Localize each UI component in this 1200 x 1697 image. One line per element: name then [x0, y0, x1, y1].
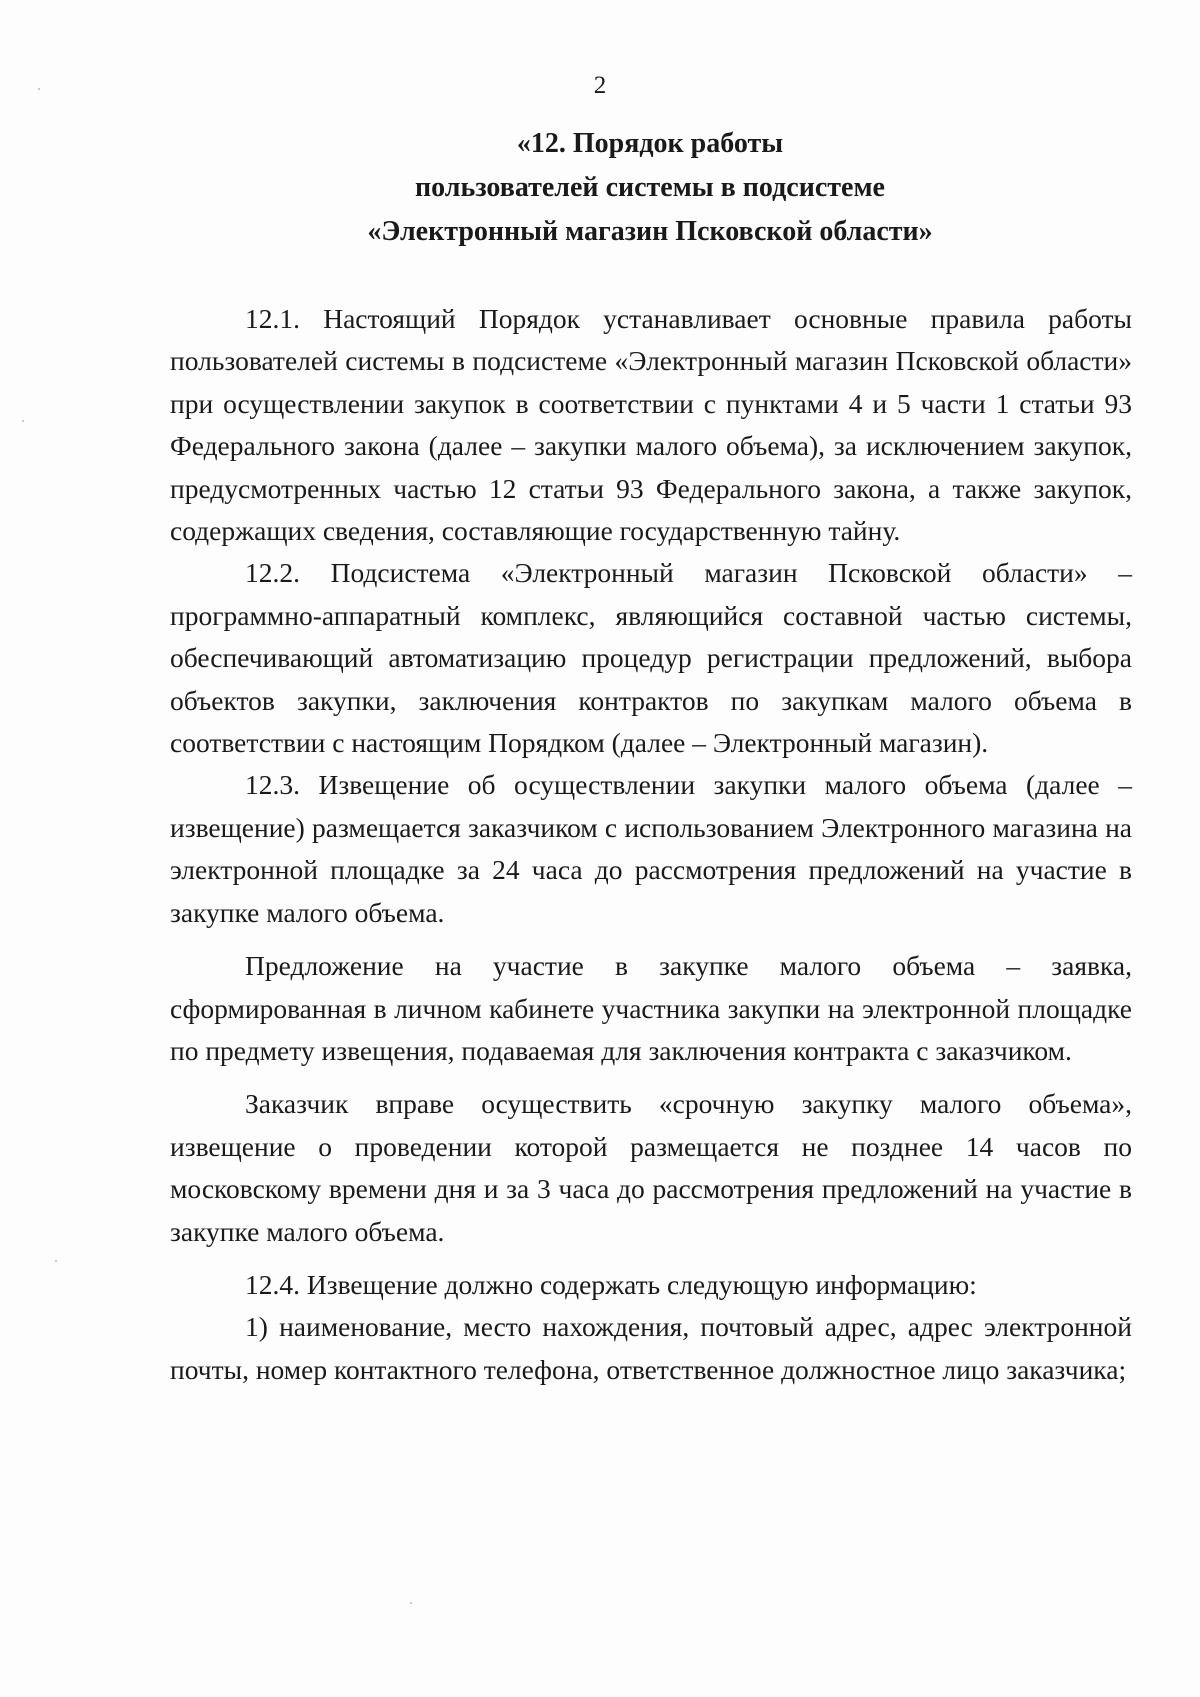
page-number: 2	[593, 72, 607, 99]
scan-speck	[55, 1260, 57, 1262]
heading-line: «12. Порядок работы	[516, 128, 784, 159]
paragraph-12-3: 12.3. Извещение об осуществлении закупки малого объема (далее – извещение) размещается заказчиком с использованием Электронного магазина на электронной площадке за 24 часа до рассмотрения предложений на участие в закупке малого объема.	[170, 769, 1132, 928]
paragraph-12-1: 12.1. Настоящий Порядок устанавливает основные правила работы пользователей системы в подсистеме «Электронный магазин Псковской области» при осуществлении закупок в соответствии с пунктами 4 и 5 части 1 статьи 93 Федерального закона (далее – закупки малого объема), за исключением закупок, предусмотренных частью 12 статьи 93 Федерального закона, а также закупок, содержащих сведения, составляющие государственную тайну.	[170, 303, 1132, 547]
paragraph-urgent-purchase: Заказчик вправе осуществить «срочную закупку малого объема», извещение о проведении которой размещается не позднее 14 часов по московскому времени дня и за 3 часа до рассмотрения предложений на участие в закупке малого объема.	[170, 1088, 1132, 1247]
paragraph-item-1: 1) наименование, место нахождения, почтовый адрес, адрес электронной почты, номер контактного телефона, ответственное должностное лицо заказчика;	[170, 1311, 1132, 1385]
scan-speck	[410, 1602, 412, 1604]
section-heading	[170, 122, 1130, 254]
body-text	[170, 298, 1132, 1391]
heading-line: «Электронный магазин Псковской области»	[367, 216, 933, 247]
paragraph-12-2: 12.2. Подсистема «Электронный магазин Псковской области» – программно-аппаратный комплекс, являющийся составной частью системы, обеспечивающий автоматизацию процедур регистрации предложений, выбора объектов закупки, заключения контрактов по закупкам малого объема в соответствии с настоящим Порядком (далее – Электронный магазин).	[170, 557, 1132, 759]
scan-speck	[38, 88, 40, 90]
paragraph-offer-definition: Предложение на участие в закупке малого объема – заявка, сформированная в личном кабинете участника закупки на электронной площадке по предмету извещения, подаваемая для заключения контракта с заказчиком.	[170, 950, 1132, 1066]
heading-line: пользователей системы в подсистеме	[415, 172, 885, 203]
paragraph-12-4: 12.4. Извещение должно содержать следующую информацию:	[245, 1268, 977, 1300]
scan-speck	[22, 420, 24, 422]
